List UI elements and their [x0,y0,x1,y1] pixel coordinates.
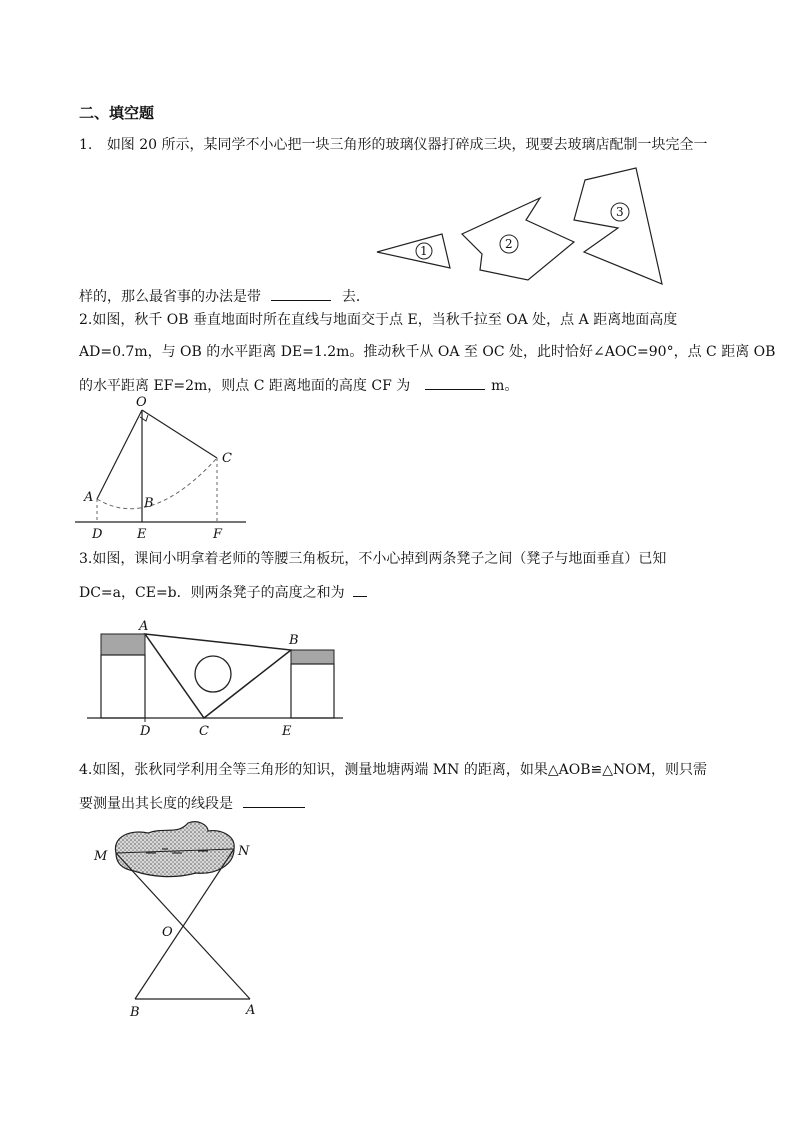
q2-figure-swing [70,395,260,545]
point-A-label: A [246,1003,256,1018]
q2-text-line1: 2.如图，秋千 OB 垂直地面时所在直线与地面交于点 E，当秋千拉至 OA 处，点 A 距离地面高度 [79,312,678,328]
section-title: 二、填空题 [79,104,155,122]
point-A-label: A [139,619,149,634]
q1-text-line1 [79,136,708,154]
q1-answer-blank[interactable] [271,286,331,301]
q4-answer-blank[interactable] [243,793,305,808]
line-OC [142,410,217,458]
point-D-label: D [92,527,103,542]
glass-piece-3 [574,168,662,284]
q1-text-2a: 样的，那么最省事的办法是带 [79,289,261,305]
q3-figure-stools [85,612,355,742]
q4-text-line2 [79,793,305,813]
point-N-label: N [238,844,250,859]
right-stool-top [291,650,334,664]
q1-text-2b: 去． [341,289,370,305]
point-E-label: E [137,527,147,542]
point-C-label: C [199,724,209,739]
glass-piece-2 [462,198,574,280]
point-B-label: B [144,496,154,511]
q1-text-line2 [79,286,370,306]
q2-answer-blank[interactable] [425,375,485,390]
q2-text-line3 [79,375,518,395]
point-O-label: O [162,925,173,940]
point-D-label: D [140,724,151,739]
q3-text-line2 [79,582,367,602]
glass-piece-1 [377,234,450,268]
q1-figure-glass-pieces [370,168,670,288]
point-F-label: F [213,527,223,542]
triangle-hole [195,656,231,692]
q4-figure-pond [90,815,270,1025]
piece-2-label: 2 [505,237,513,251]
q3-text-line1: 3.如图，课间小明拿着老师的等腰三角板玩，不小心掉到两条凳子之间（凳子与地面垂直）已知 [79,551,667,567]
point-A-label: A [84,490,94,505]
point-B-label: B [130,1005,140,1020]
q1-text-1: 如图 20 所示，某同学不小心把一块三角形的玻璃仪器打碎成三块，现要去玻璃店配制一块完全一 [106,137,708,153]
q1-number: 1. [79,137,93,153]
point-O-label: O [136,395,147,410]
left-stool [101,655,145,718]
point-C-label: C [222,451,232,466]
point-B-label: B [289,633,299,648]
isosceles-triangle-board [145,634,291,718]
q2-text-3b: m。 [491,378,519,394]
piece-3-label: 3 [616,205,624,219]
point-M-label: M [94,849,108,864]
right-angle-mark [140,415,148,421]
point-E-label: E [282,724,292,739]
q4-text-line1: 4.如图，张秋同学利用全等三角形的知识，测量地塘两端 MN 的距离，如果△AOB≌△NOM，则只需 [79,762,708,778]
q4-text-2: 要测量出其长度的线段是 [79,796,233,812]
q2-text-line2: AD=0.7m，与 OB 的水平距离 DE=1.2m。推动秋千从 OA 至 OC 处，此时恰好∠AOC=90°，点 C 距离 OB [79,344,776,360]
line-OA [97,410,142,499]
right-stool [291,664,334,718]
q2-text-3a: 的水平距离 EF=2m，则点 C 距离地面的高度 CF 为 [79,378,411,394]
q3-answer-blank[interactable] [353,582,367,597]
left-stool-top [101,634,145,655]
piece-1-label: 1 [420,244,428,258]
q3-text-2: DC=a，CE=b．则两条凳子的高度之和为 [79,585,345,601]
swing-arc [97,458,217,509]
